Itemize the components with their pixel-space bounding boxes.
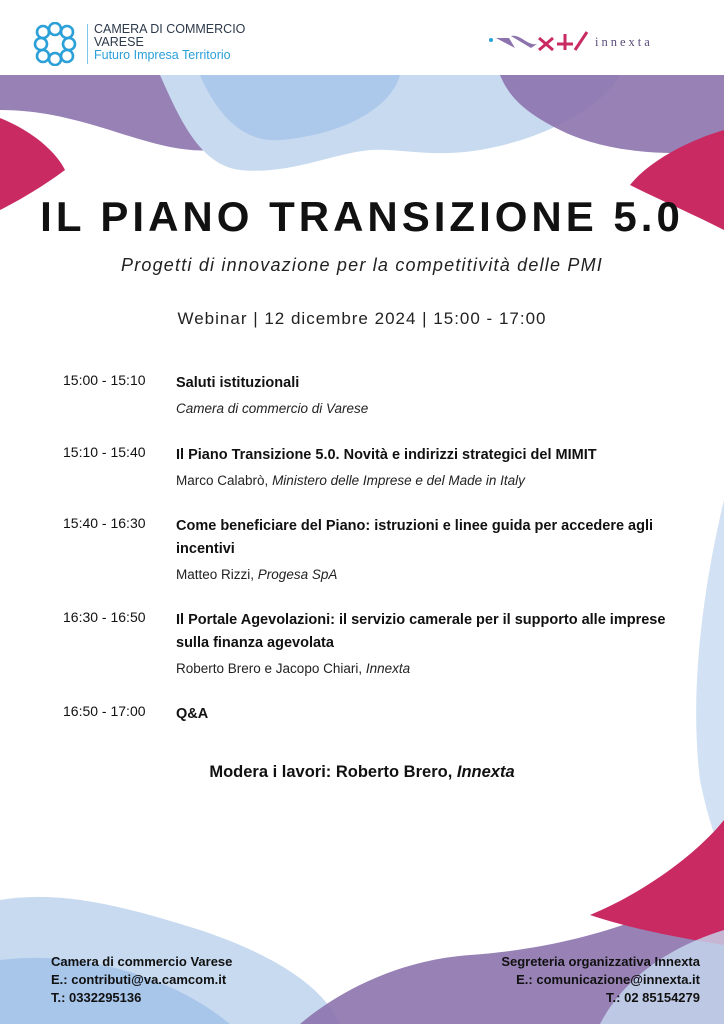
agenda-content — [176, 703, 676, 726]
agenda-content — [176, 372, 676, 418]
agenda-content — [176, 515, 676, 584]
agenda-title: Il Portale Agevolazioni: il servizio camerale per il supporto alle imprese sulla finanza agevolata — [176, 612, 666, 651]
moderator-organization: Innexta — [456, 763, 515, 781]
agenda-title: Il Piano Transizione 5.0. Novità e indirizzi strategici del MIMIT — [176, 447, 597, 463]
ccv-line2: VARESE — [94, 35, 144, 49]
ccv-tagline: Futuro Impresa Territorio — [94, 48, 231, 62]
ccv-line1: CAMERA DI COMMERCIO — [94, 22, 246, 36]
agenda-speaker: Matteo Rizzi, — [176, 567, 255, 582]
page-subtitle: Progetti di innovazione per la competitività delle PMI — [120, 255, 604, 275]
agenda-speaker-line — [176, 660, 676, 678]
moderator-label: Modera i lavori: Roberto Brero, — [209, 763, 453, 781]
footer-right-phone: T.: 02 85154279 — [606, 990, 700, 1005]
agenda-title: Q&A — [176, 706, 209, 722]
event-info: Webinar | 12 dicembre 2024 | 15:00 - 17:00 — [177, 309, 547, 328]
innexta-wordmark: innexta — [595, 35, 653, 49]
agenda-organization: Camera di commercio di Varese — [176, 401, 369, 416]
camera-commercio-varese-logo-icon — [33, 22, 77, 66]
innexta-logo-icon — [487, 28, 591, 54]
agenda-content — [176, 609, 676, 678]
footer-left-phone: T.: 0332295136 — [51, 990, 142, 1005]
footer-contact-camera — [51, 953, 232, 1007]
agenda-time: 15:10 - 15:40 — [63, 444, 146, 460]
agenda-speaker-line — [176, 472, 676, 490]
agenda-organization: Progesa SpA — [257, 567, 338, 582]
header — [0, 0, 724, 75]
bottom-right-magenta-wave — [590, 820, 724, 945]
agenda-organization: Innexta — [365, 661, 411, 676]
footer-contact-innexta — [501, 953, 700, 1007]
logo-divider — [87, 24, 88, 64]
footer-left-email[interactable]: E.: contributi@va.camcom.it — [51, 972, 227, 987]
agenda-organization: Ministero delle Imprese e del Made in Italy — [272, 473, 525, 488]
agenda-speaker: Marco Calabrò, — [176, 473, 269, 488]
footer-right-email[interactable]: E.: comunicazione@innexta.it — [516, 972, 700, 987]
agenda-speaker-line — [176, 400, 676, 418]
page-title: IL PIANO TRANSIZIONE 5.0 — [40, 193, 684, 240]
agenda-time: 16:50 - 17:00 — [63, 703, 146, 719]
agenda-content — [176, 444, 676, 490]
agenda-speaker-line — [176, 566, 676, 584]
agenda-time: 15:40 - 16:30 — [63, 515, 146, 531]
footer-left-name: Camera di commercio Varese — [51, 954, 233, 969]
footer-right-name: Segreteria organizzativa Innexta — [501, 954, 700, 969]
agenda-speaker: Roberto Brero e Jacopo Chiari, — [176, 661, 363, 676]
agenda-title: Come beneficiare del Piano: istruzioni e linee guida per accedere agli incentivi — [176, 518, 654, 557]
agenda-time: 15:00 - 15:10 — [63, 372, 146, 388]
right-blue-wave — [696, 500, 724, 860]
agenda-time: 16:30 - 16:50 — [63, 609, 146, 625]
top-right-purple-wave — [500, 75, 724, 153]
agenda-title: Saluti istituzionali — [176, 375, 300, 391]
camera-commercio-name — [94, 23, 245, 62]
moderator-line — [0, 763, 724, 782]
